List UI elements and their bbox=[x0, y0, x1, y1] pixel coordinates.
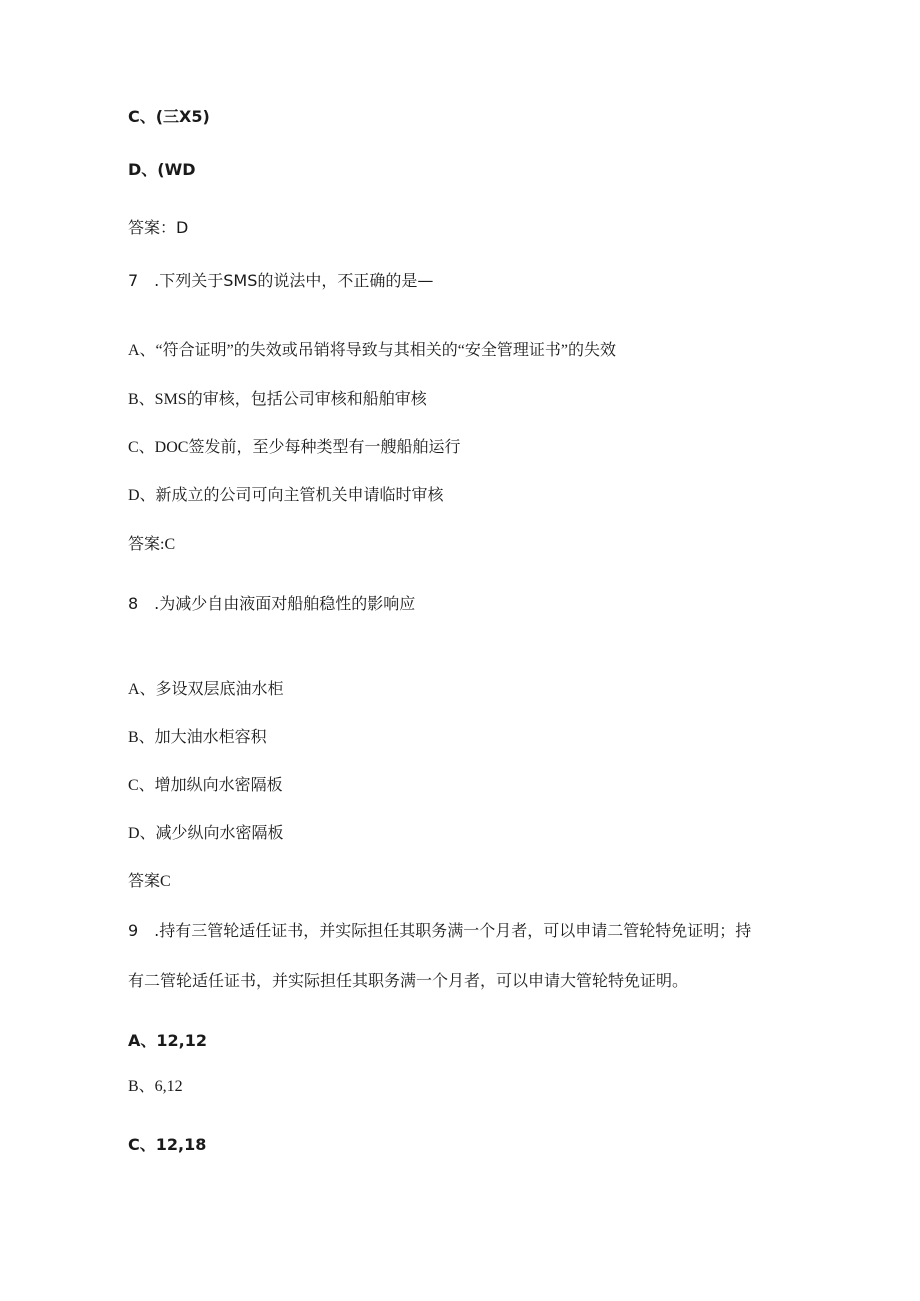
question-8-option-a: A、多设双层底油水柜 bbox=[128, 681, 284, 698]
option-d-prev: D、(WD bbox=[128, 160, 196, 179]
question-8-option-c: C、增加纵向水密隔板 bbox=[128, 777, 283, 794]
question-9-line-1: 9 .持有三管轮适任证书，并实际担任其职务满一个月者，可以申请二管轮特免证明；持 bbox=[128, 921, 752, 940]
option-c-prev: C、(三X5) bbox=[128, 107, 210, 126]
question-8-answer: 答案C bbox=[128, 873, 171, 890]
question-7-option-b: B、SMS的审核，包括公司审核和船舶审核 bbox=[128, 391, 427, 408]
question-9-option-c: C、12,18 bbox=[128, 1135, 207, 1154]
question-7: 7 .下列关于SMS的说法中，不正确的是— bbox=[128, 271, 434, 290]
question-9-option-b: B、6,12 bbox=[128, 1078, 183, 1095]
question-7-option-d: D、新成立的公司可向主管机关申请临时审核 bbox=[128, 487, 444, 504]
answer-prev: 答案：D bbox=[128, 218, 189, 237]
question-7-option-a: A、“符合证明”的失效或吊销将导致与其相关的“安全管理证书”的失效 bbox=[128, 342, 616, 359]
question-9-line-2: 有二管轮适任证书，并实际担任其职务满一个月者，可以申请大管轮特免证明。 bbox=[128, 971, 689, 990]
question-7-option-c: C、DOC签发前，至少每种类型有一艘船舶运行 bbox=[128, 439, 461, 456]
question-8-option-d: D、减少纵向水密隔板 bbox=[128, 825, 284, 842]
question-9-option-a: A、12,12 bbox=[128, 1031, 207, 1050]
question-8-option-b: B、加大油水柜容积 bbox=[128, 729, 267, 746]
question-8: 8 .为减少自由液面对船舶稳性的影响应 bbox=[128, 594, 416, 613]
question-7-answer: 答案:C bbox=[128, 536, 176, 553]
